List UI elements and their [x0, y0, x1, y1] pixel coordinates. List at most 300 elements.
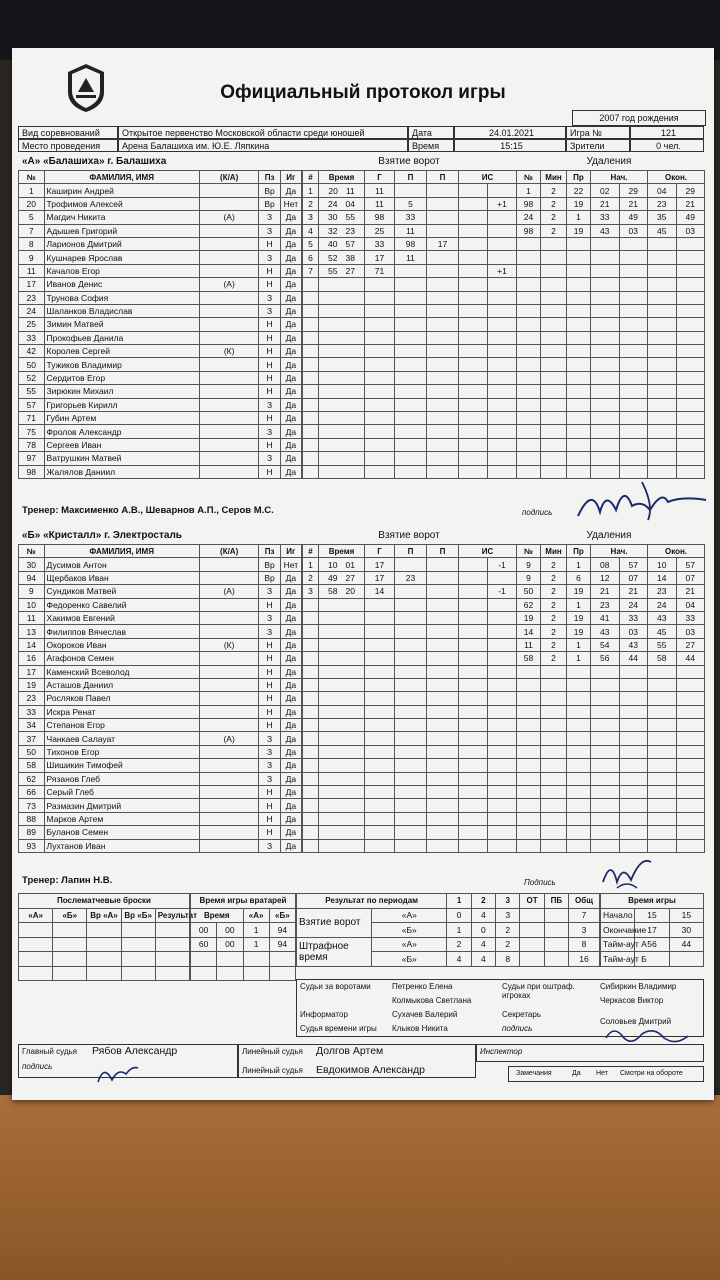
head-ref-value: Рябов Александр: [92, 1045, 178, 1057]
penalty-minutes: 2: [541, 652, 567, 665]
goal-empty-cell: [365, 438, 395, 451]
goal-empty-cell: [303, 786, 319, 799]
goal-empty-cell: [427, 385, 459, 398]
goal-time-sec: 57: [345, 239, 355, 250]
goal-assist2: [427, 558, 459, 571]
goal-row: [303, 638, 517, 651]
goals-header-row: [303, 545, 517, 558]
player-position: Н: [259, 826, 280, 839]
goal-empty-cell: [488, 786, 517, 799]
goal-row: [303, 452, 517, 465]
goal-empty-cell: [395, 345, 427, 358]
penalty-empty-cell: [676, 786, 705, 799]
period-value: 4: [447, 952, 471, 967]
penalty-minutes: 2: [541, 625, 567, 638]
penalty-start-sec: 21: [619, 197, 648, 210]
penalties-header-row: [517, 545, 705, 558]
player-role: [199, 839, 259, 852]
penalty-row: [517, 358, 705, 371]
goal-empty-cell: [303, 412, 319, 425]
penalty-end-sec: 44: [676, 652, 705, 665]
penalty-empty-cell: [541, 425, 567, 438]
shootout-cell: [155, 952, 189, 967]
goal-empty-cell: [427, 772, 459, 785]
goal-idx: 3: [303, 585, 319, 598]
penalty-empty-cell: [541, 839, 567, 852]
goalie-empty-cell: [191, 966, 217, 981]
penalty-empty-cell: [517, 358, 541, 371]
goal-empty-cell: [365, 638, 395, 651]
goal-empty-cell: [459, 826, 488, 839]
goal-empty-cell: [427, 625, 459, 638]
penalty-reason: 1: [567, 638, 591, 651]
player-number: 50: [19, 358, 45, 371]
goal-empty-cell: [365, 772, 395, 785]
goal-empty-cell: [427, 452, 459, 465]
penalty-start-min: 12: [591, 571, 620, 584]
penalty-empty-cell: [591, 759, 620, 772]
penalty-row: [517, 839, 705, 852]
penalty-start-min: 08: [591, 558, 620, 571]
goal-row: [303, 571, 517, 584]
penalty-empty-cell: [567, 371, 591, 384]
penalty-empty-cell: [541, 452, 567, 465]
player-row: [19, 732, 302, 745]
penalty-empty-cell: [619, 719, 648, 732]
goal-empty-cell: [459, 331, 488, 344]
goal-empty-cell: [395, 412, 427, 425]
penalty-empty-cell: [541, 438, 567, 451]
penalty-start-sec: 49: [619, 211, 648, 224]
player-position: З: [259, 425, 280, 438]
player-position: Н: [259, 665, 280, 678]
penalty-empty-cell: [541, 745, 567, 758]
penalty-empty-cell: [591, 398, 620, 411]
penalty-minutes: 2: [541, 638, 567, 651]
penalty-empty-cell: [676, 331, 705, 344]
penalty-reason: 19: [567, 611, 591, 624]
penalty-end-min: 43: [648, 611, 677, 624]
penalty-player: 98: [517, 224, 541, 237]
penalty-minutes: 2: [541, 197, 567, 210]
penalty-empty-cell: [619, 839, 648, 852]
player-number: 50: [19, 745, 45, 758]
penalty-empty-cell: [517, 398, 541, 411]
penalty-player: 50: [517, 585, 541, 598]
penalty-start-sec: 03: [619, 625, 648, 638]
penalty-empty-cell: [517, 692, 541, 705]
game-label: Игра №: [566, 126, 630, 139]
header-goal-time: Время: [319, 171, 365, 184]
goal-empty-cell: [427, 678, 459, 691]
penalty-empty-cell: [517, 251, 541, 264]
penalty-empty-cell: [648, 318, 677, 331]
head-ref-label: Главный судья: [22, 1047, 78, 1056]
player-row: [19, 839, 302, 852]
player-row: [19, 692, 302, 705]
penalty-start-min: 33: [591, 211, 620, 224]
goal-judge-2: Колмыкова Светлана: [392, 996, 472, 1005]
player-name: Тужиков Владимир: [44, 358, 199, 371]
goal-empty-cell: [488, 745, 517, 758]
shootout-cell: [53, 937, 87, 952]
goal-scorer: 17: [365, 571, 395, 584]
player-role: [199, 772, 259, 785]
game-time-title: Время игры: [601, 894, 704, 909]
goal-assist1: [395, 184, 427, 197]
goal-idx: 4: [303, 224, 319, 237]
player-number: 58: [19, 759, 45, 772]
player-played: Да: [280, 705, 301, 718]
goal-time-min: 52: [328, 252, 338, 263]
period-value: 4: [471, 952, 495, 967]
player-position: Н: [259, 598, 280, 611]
penalty-row: [517, 425, 705, 438]
player-name: Филиппов Вячеслав: [44, 625, 199, 638]
player-played: Да: [280, 585, 301, 598]
player-name: Прокофьев Данила: [44, 331, 199, 344]
period-row: [297, 937, 600, 952]
penalty-empty-cell: [567, 452, 591, 465]
penalty-empty-cell: [591, 839, 620, 852]
goal-assist1: [395, 264, 427, 277]
player-number: 13: [19, 625, 45, 638]
penalty-empty-cell: [567, 264, 591, 277]
goal-empty-cell: [427, 358, 459, 371]
goals-header-row: [303, 171, 517, 184]
penalty-start-sec: 03: [619, 224, 648, 237]
goal-empty-cell: [488, 678, 517, 691]
header-goal-scorer: Г: [365, 171, 395, 184]
goal-judge-1: Петренко Елена: [392, 982, 453, 991]
penalty-empty-cell: [591, 732, 620, 745]
penalty-empty-cell: [619, 385, 648, 398]
period-value: [544, 923, 568, 938]
goal-empty-cell: [427, 291, 459, 304]
penalty-empty-cell: [567, 331, 591, 344]
player-row: [19, 331, 302, 344]
player-played: Да: [280, 425, 301, 438]
penalty-empty-cell: [619, 331, 648, 344]
period-col-header: ОТ: [520, 894, 544, 909]
penalty-end-sec: 33: [676, 611, 705, 624]
penalty-empty-cell: [676, 719, 705, 732]
goal-empty-cell: [365, 759, 395, 772]
player-name: Жалялов Даниил: [44, 465, 199, 478]
goal-empty-cell: [488, 732, 517, 745]
penalty-empty-cell: [591, 318, 620, 331]
penalty-empty-cell: [541, 719, 567, 732]
period-value: [520, 923, 544, 938]
player-number: 66: [19, 786, 45, 799]
penalty-empty-cell: [541, 371, 567, 384]
goal-row: [303, 812, 517, 825]
goal-empty-cell: [488, 692, 517, 705]
player-row: [19, 304, 302, 317]
goal-empty-cell: [365, 385, 395, 398]
penalty-empty-cell: [541, 705, 567, 718]
goal-empty-cell: [319, 598, 365, 611]
penalty-row: [517, 732, 705, 745]
penalty-empty-cell: [676, 732, 705, 745]
shootout-title: Послематчевые броски: [19, 894, 190, 909]
shootout-cell: [155, 937, 189, 952]
roster-header-row: [19, 171, 302, 184]
player-row: [19, 385, 302, 398]
player-position: Н: [259, 465, 280, 478]
penalty-empty-cell: [619, 665, 648, 678]
penalty-empty-cell: [517, 705, 541, 718]
shootout-table: [18, 893, 198, 981]
period-value: [544, 937, 568, 952]
penalty-empty-cell: [591, 304, 620, 317]
team-a-signature: [572, 476, 712, 524]
header-name: ФАМИЛИЯ, ИМЯ: [44, 171, 199, 184]
goal-extra: [459, 571, 488, 584]
goal-assist2: [427, 224, 459, 237]
goal-empty-cell: [459, 652, 488, 665]
goal-time-min: 40: [328, 239, 338, 250]
shootout-col-header: «А»: [19, 908, 53, 923]
goal-assist1: 5: [395, 197, 427, 210]
penalty-reason: 19: [567, 197, 591, 210]
team-b-signature: [597, 852, 657, 894]
game-time-hours: 17: [635, 923, 669, 938]
penalty-empty-cell: [619, 812, 648, 825]
goal-empty-cell: [365, 812, 395, 825]
penalty-empty-cell: [591, 278, 620, 291]
goal-empty-cell: [319, 678, 365, 691]
player-name: Сундиков Матвей: [44, 585, 199, 598]
goal-empty-cell: [488, 625, 517, 638]
goal-empty-cell: [427, 692, 459, 705]
goal-time-min: 58: [328, 586, 338, 597]
goal-strength: [488, 237, 517, 250]
goal-row: [303, 732, 517, 745]
penalty-empty-cell: [567, 237, 591, 250]
penalty-empty-cell: [567, 772, 591, 785]
goal-empty-cell: [459, 705, 488, 718]
penalty-empty-cell: [517, 345, 541, 358]
goalie-cell: 1: [243, 937, 269, 952]
goal-row: [303, 412, 517, 425]
player-position: Н: [259, 786, 280, 799]
penalty-empty-cell: [676, 412, 705, 425]
player-number: 52: [19, 371, 45, 384]
background-table: [0, 1095, 720, 1280]
player-role: [199, 826, 259, 839]
player-position: З: [259, 839, 280, 852]
goalie-row: [191, 937, 296, 952]
goal-empty-cell: [395, 678, 427, 691]
goal-row: [303, 652, 517, 665]
goal-time: [319, 585, 365, 598]
player-number: 11: [19, 264, 45, 277]
player-position: З: [259, 251, 280, 264]
period-team: «А»: [372, 937, 447, 952]
goal-extra: [459, 251, 488, 264]
penalty-empty-cell: [567, 665, 591, 678]
player-played: Да: [280, 358, 301, 371]
player-position: Н: [259, 438, 280, 451]
penalty-empty-cell: [676, 839, 705, 852]
goal-assist1: 33: [395, 211, 427, 224]
header-goal-idx: #: [303, 171, 319, 184]
goal-strength: -1: [488, 585, 517, 598]
goal-assist2: [427, 585, 459, 598]
penalty-empty-cell: [541, 318, 567, 331]
game-value: 121: [630, 126, 704, 139]
goal-row: [303, 331, 517, 344]
goal-row: [303, 611, 517, 624]
remarks-yes: Да: [572, 1070, 581, 1077]
goal-empty-cell: [459, 465, 488, 478]
goal-empty-cell: [319, 398, 365, 411]
goal-empty-cell: [427, 652, 459, 665]
game-time-hours: 56: [635, 937, 669, 952]
penalty-empty-cell: [567, 291, 591, 304]
penalty-empty-cell: [567, 705, 591, 718]
player-row: [19, 678, 302, 691]
player-role: [199, 678, 259, 691]
penalty-empty-cell: [567, 398, 591, 411]
goal-empty-cell: [365, 598, 395, 611]
spectators-label: Зрители: [566, 139, 630, 152]
goal-empty-cell: [459, 839, 488, 852]
penalty-empty-cell: [619, 692, 648, 705]
period-col-header: ПБ: [544, 894, 568, 909]
penalty-empty-cell: [517, 839, 541, 852]
player-name: Асташов Даниил: [44, 678, 199, 691]
penalty-reason: 22: [567, 184, 591, 197]
period-value: 8: [496, 952, 520, 967]
goal-empty-cell: [459, 398, 488, 411]
goal-empty-cell: [365, 692, 395, 705]
penalty-empty-cell: [541, 412, 567, 425]
goal-empty-cell: [303, 291, 319, 304]
player-number: 30: [19, 558, 45, 571]
header-pen-start: Нач.: [591, 171, 648, 184]
line2-label: Линейный судья: [242, 1066, 303, 1075]
header-pos: Пз: [259, 171, 280, 184]
goal-empty-cell: [395, 786, 427, 799]
penalty-empty-cell: [541, 304, 567, 317]
goal-empty-cell: [365, 291, 395, 304]
player-position: Вр: [259, 197, 280, 210]
goal-empty-cell: [365, 652, 395, 665]
goal-empty-cell: [395, 705, 427, 718]
goal-empty-cell: [427, 745, 459, 758]
goal-empty-cell: [365, 398, 395, 411]
goal-empty-cell: [365, 331, 395, 344]
penalty-empty-cell: [676, 705, 705, 718]
penalty-empty-cell: [541, 385, 567, 398]
player-number: 71: [19, 412, 45, 425]
goalie-time-title: Время игры вратарей: [191, 894, 296, 909]
header-goal-assist2: П: [427, 545, 459, 558]
penalty-row: [517, 705, 705, 718]
penalty-end-min: 10: [648, 558, 677, 571]
penalty-empty-cell: [567, 678, 591, 691]
player-role: [199, 264, 259, 277]
player-role: [199, 759, 259, 772]
penalty-start-sec: 07: [619, 571, 648, 584]
penalty-start-sec: 24: [619, 598, 648, 611]
goal-empty-cell: [488, 652, 517, 665]
penalty-empty-cell: [676, 452, 705, 465]
player-number: 42: [19, 345, 45, 358]
player-position: З: [259, 732, 280, 745]
penalty-empty-cell: [619, 678, 648, 691]
player-name: Шаланков Владислав: [44, 304, 199, 317]
player-position: Н: [259, 705, 280, 718]
penalty-empty-cell: [619, 438, 648, 451]
penalty-minutes: 2: [541, 224, 567, 237]
player-name: Росляков Павел: [44, 692, 199, 705]
goal-empty-cell: [365, 371, 395, 384]
goal-row: [303, 665, 517, 678]
penalty-empty-cell: [676, 425, 705, 438]
player-position: Н: [259, 264, 280, 277]
goal-empty-cell: [319, 278, 365, 291]
penalty-start-min: 21: [591, 585, 620, 598]
player-position: Н: [259, 719, 280, 732]
goal-empty-cell: [427, 465, 459, 478]
goal-empty-cell: [319, 732, 365, 745]
penalty-empty-cell: [541, 331, 567, 344]
player-name: Агафонов Семен: [44, 652, 199, 665]
goal-row: [303, 438, 517, 451]
player-name: Искра Ренат: [44, 705, 199, 718]
penalty-end-sec: 21: [676, 197, 705, 210]
player-name: Щербаков Иван: [44, 571, 199, 584]
penalty-empty-cell: [648, 678, 677, 691]
player-name: Степанов Егор: [44, 719, 199, 732]
player-number: 17: [19, 665, 45, 678]
player-role: [199, 371, 259, 384]
goal-extra: [459, 197, 488, 210]
goal-empty-cell: [395, 358, 427, 371]
line1-label: Линейный судья: [242, 1047, 303, 1056]
player-row: [19, 826, 302, 839]
timekeeper-label: Судья времени игры: [300, 1024, 377, 1033]
player-name: Зимин Матвей: [44, 318, 199, 331]
player-position: З: [259, 224, 280, 237]
goal-empty-cell: [303, 705, 319, 718]
goal-empty-cell: [395, 799, 427, 812]
goal-judges-label: Судьи за воротами: [300, 982, 371, 991]
goal-empty-cell: [319, 371, 365, 384]
goal-empty-cell: [427, 786, 459, 799]
player-role: [199, 251, 259, 264]
penalty-empty-cell: [567, 826, 591, 839]
periods-title: Результат по периодам: [297, 894, 447, 909]
goal-row: [303, 398, 517, 411]
player-number: 33: [19, 331, 45, 344]
penalty-empty-cell: [648, 412, 677, 425]
protocol-sheet: [12, 48, 714, 1100]
goal-idx: 2: [303, 571, 319, 584]
player-row: [19, 585, 302, 598]
goal-row: [303, 558, 517, 571]
goal-empty-cell: [427, 371, 459, 384]
goal-empty-cell: [488, 759, 517, 772]
player-position: Н: [259, 412, 280, 425]
goal-empty-cell: [365, 732, 395, 745]
player-role: [199, 786, 259, 799]
player-played: Да: [280, 465, 301, 478]
goal-scorer: 33: [365, 237, 395, 250]
